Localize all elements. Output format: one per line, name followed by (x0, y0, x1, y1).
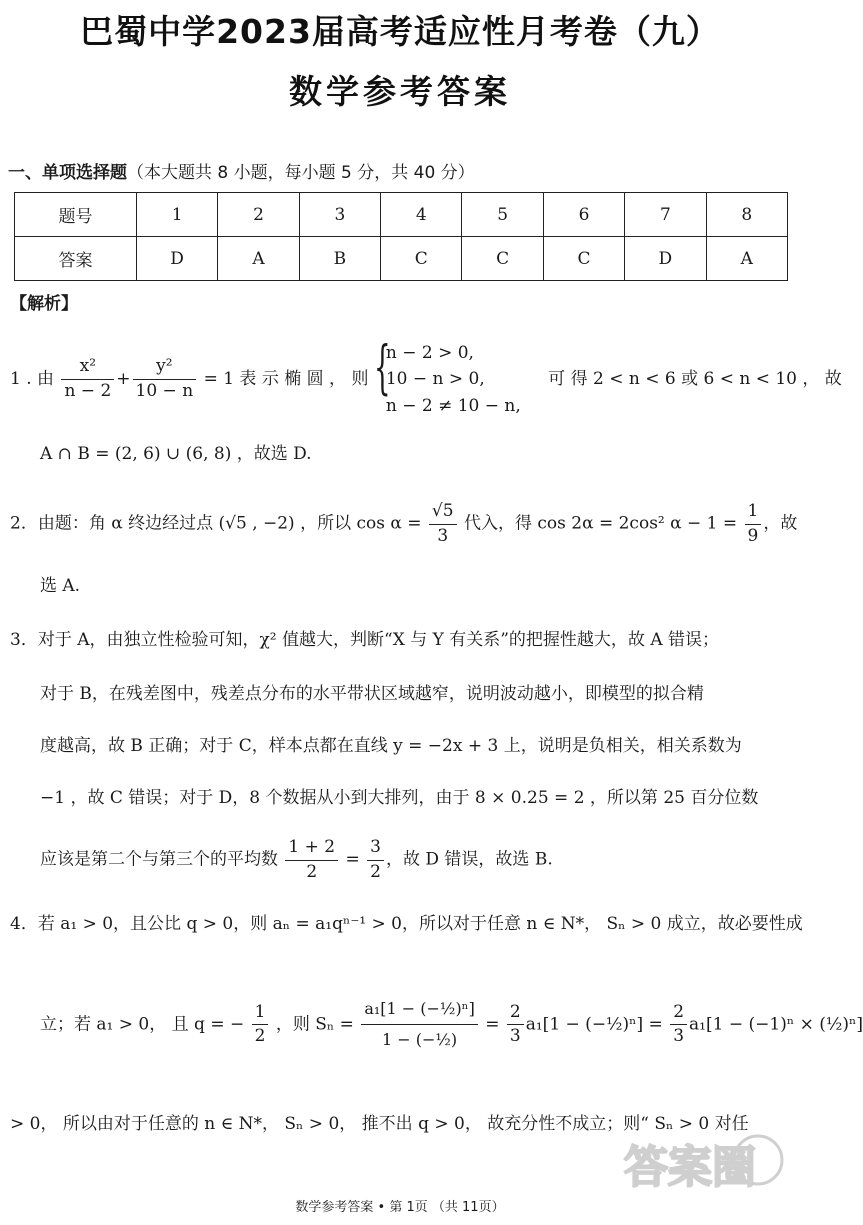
q4-fraction-sn (361, 1000, 478, 1050)
q3-text-c: ，故 D 错误，故选 B. (385, 849, 553, 870)
q2-line1 (10, 502, 797, 546)
answer-cell: C (381, 237, 462, 281)
q1-sys-row: n − 2 > 0, (385, 343, 474, 363)
q3-frac-num: 3 (367, 838, 384, 861)
q3-fraction-result (367, 838, 384, 882)
brace-symbol: { (373, 333, 391, 401)
q4-frac-num: 2 (670, 1003, 687, 1026)
q4-frac-den: 3 (509, 1026, 521, 1047)
q2-text-a: 2．由题：角 α 终边经过点 (√5 , −2) ，所以 cos α = (10, 513, 422, 534)
table-row (15, 237, 788, 281)
q2-text-b: 代入，得 cos 2α = 2cos² α − 1 = (463, 513, 738, 534)
q2-line2: 选 A. (40, 576, 81, 596)
q1-text-a: 1 . 由 (10, 369, 55, 390)
q3-frac-den: 2 (306, 861, 318, 882)
q3-fraction-avg (285, 838, 338, 882)
document-title: 巴蜀中学2023届高考适应性月考卷（九） (80, 12, 720, 51)
question-number-cell: 7 (625, 193, 706, 237)
q1-frac-den: 10 − n (135, 381, 194, 402)
page-footer: 数学参考答案 • 第 1页 （共 11页） (295, 1200, 505, 1215)
q4-text-d: a₁[1 − (−½)ⁿ] = (525, 1014, 663, 1035)
q2-frac-num: √5 (429, 502, 457, 525)
question-number-cell: 8 (706, 193, 787, 237)
q1-inequality-system (373, 333, 521, 419)
q4-frac-num: 2 (507, 1003, 524, 1026)
analysis-label: 【解析】 (10, 294, 78, 314)
q4-text-e: a₁[1 − (−1)ⁿ × (½)ⁿ] (689, 1014, 863, 1035)
q1-frac-num: y² (133, 357, 197, 380)
section-heading-rest: （本大题共 8 小题，每小题 5 分，共 40 分） (127, 163, 475, 183)
q1-fraction-x (61, 357, 114, 401)
q1-sys-row: n − 2 ≠ 10 − n, (385, 395, 521, 416)
q4-frac-den: 1 − (−½) (382, 1030, 458, 1050)
q1-text-c: 可 得 2 < n < 6 或 6 < n < 10 ， 故 (548, 369, 842, 390)
q3-line3: 度越高，故 B 正确；对于 C，样本点都在直线 y = −2x + 3 上，说明是负相关，相关系数为 (40, 736, 742, 756)
q1-plus: + (116, 369, 131, 390)
q1-fraction-y (133, 357, 197, 401)
q3-line5 (40, 838, 553, 882)
q1-sys-row: 10 − n > 0, (385, 369, 485, 390)
q4-line1: 4．若 a₁ > 0，且公比 q > 0，则 aₙ = a₁qⁿ⁻¹ > 0，所以对于任意 n ∈ N*， Sₙ > 0 成立，故必要性成 (10, 914, 803, 934)
q1-text-b: = 1 表 示 椭 圆 ， 则 (203, 369, 369, 390)
q2-frac-num: 1 (745, 502, 762, 525)
row-label-answer: 答案 (15, 237, 137, 281)
q4-text-c: = (485, 1014, 500, 1035)
row-label-number: 题号 (15, 193, 137, 237)
question-number-cell: 5 (462, 193, 543, 237)
answer-cell: D (136, 237, 217, 281)
q2-text-c: ，故 (763, 513, 798, 534)
q3-frac-den: 2 (370, 861, 381, 882)
q1-frac-num: x² (61, 357, 114, 380)
question-number-cell: 1 (136, 193, 217, 237)
question-number-cell: 6 (543, 193, 624, 237)
q3-line2: 对于 B，在残差图中，残差点分布的水平带状区域越窄，说明波动越小，即模型的拟合精 (40, 684, 704, 704)
q4-fraction-coef (670, 1003, 687, 1047)
q4-fraction-coef (507, 1003, 524, 1047)
answer-cell: C (462, 237, 543, 281)
q1-frac-den: n − 2 (64, 381, 112, 402)
q4-line3: > 0， 所以由对于任意的 n ∈ N*， Sₙ > 0， 推不出 q > 0， 故充分性不成立；则“ Sₙ > 0 对任 (10, 1114, 749, 1134)
q2-frac-den: 3 (437, 525, 449, 546)
question-number-cell: 2 (218, 193, 299, 237)
q1-line1 (10, 333, 842, 419)
section-heading-bold: 一、单项选择题 (8, 163, 127, 183)
question-number-cell: 4 (381, 193, 462, 237)
q4-frac-num: 1 (252, 1003, 269, 1026)
q3-frac-num: 1 + 2 (285, 838, 338, 861)
q4-fraction-q (252, 1003, 269, 1047)
section-heading (8, 158, 475, 183)
q3-line1: 3．对于 A，由独立性检验可知，χ² 值越大，判断“X 与 Y 有关系”的把握性越大，故 A 错误； (10, 630, 720, 650)
q4-frac-den: 2 (254, 1026, 266, 1047)
q1-line2: A ∩ B = (2, 6) ∪ (6, 8) ，故选 D. (40, 444, 312, 464)
q4-frac-den: 3 (673, 1026, 685, 1047)
q4-text-a: 立；若 a₁ > 0， 且 q = − (40, 1014, 245, 1035)
answer-cell: A (706, 237, 787, 281)
q2-frac-den: 9 (747, 525, 759, 546)
watermark-text: 答案圈 (624, 1142, 756, 1193)
question-number-cell: 3 (299, 193, 380, 237)
answer-cell: B (299, 237, 380, 281)
table-row (15, 193, 788, 237)
answer-cell: D (625, 237, 706, 281)
q3-line4: −1 ，故 C 错误；对于 D，8 个数据从小到大排列，由于 8 × 0.25 = 2 ，所以第 25 百分位数 (40, 788, 759, 808)
q4-line2 (40, 1000, 863, 1050)
q3-text-a: 应该是第二个与第三个的平均数 (40, 849, 278, 870)
q4-frac-num: a₁[1 − (−½)ⁿ] (361, 1000, 478, 1025)
q2-fraction-result (745, 502, 762, 546)
document-subtitle: 数学参考答案 (289, 72, 511, 111)
answer-cell: C (543, 237, 624, 281)
answer-cell: A (218, 237, 299, 281)
q4-text-b: ，则 Sₙ = (275, 1014, 354, 1035)
answer-table (14, 192, 788, 281)
q2-fraction-cos (429, 502, 457, 546)
q3-text-b: = (345, 849, 360, 870)
